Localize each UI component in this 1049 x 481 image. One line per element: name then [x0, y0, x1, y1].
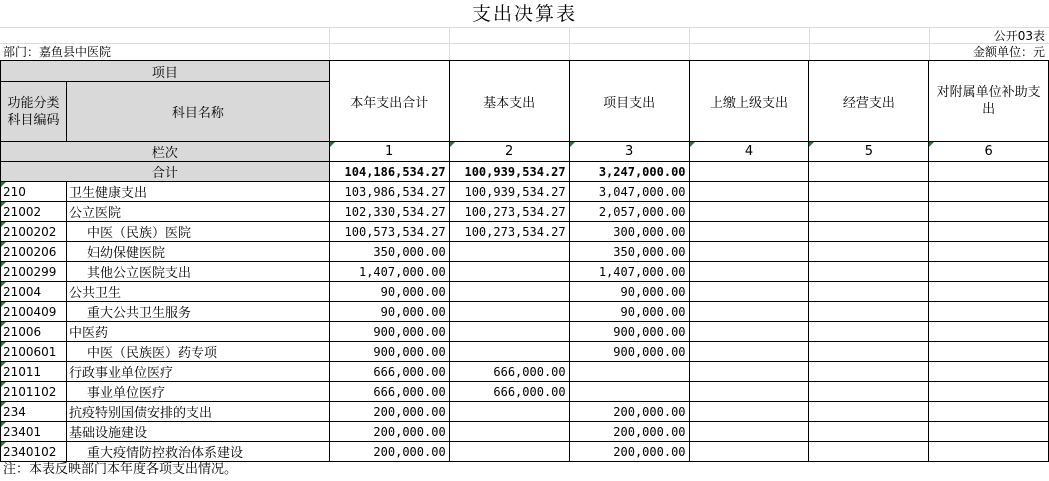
table-row — [1, 242, 1049, 262]
row-subsidy — [929, 242, 1049, 262]
seq-cell: 6 — [929, 142, 1049, 162]
sheet-gridline — [929, 28, 930, 60]
row-oper — [809, 322, 929, 342]
row-oper — [809, 422, 929, 442]
table-row — [1, 382, 1049, 402]
table-row — [1, 282, 1049, 302]
row-proj: 1,407,000.00 — [569, 262, 689, 282]
row-name: 公立医院 — [66, 202, 329, 222]
row-total: 102,330,534.27 — [329, 202, 449, 222]
row-oper — [809, 382, 929, 402]
row-basic — [449, 322, 569, 342]
row-subsidy — [929, 342, 1049, 362]
table-row — [1, 262, 1049, 282]
row-total: 90,000.00 — [329, 302, 449, 322]
department-label: 部门：嘉鱼县中医院 — [3, 45, 112, 59]
row-proj: 90,000.00 — [569, 282, 689, 302]
sum-subsidy — [929, 162, 1049, 182]
row-proj: 2,057,000.00 — [569, 202, 689, 222]
row-total: 100,573,534.27 — [329, 222, 449, 242]
sum-total: 104,186,534.27 — [329, 162, 449, 182]
row-proj: 90,000.00 — [569, 302, 689, 322]
row-proj: 300,000.00 — [569, 222, 689, 242]
table-row — [1, 342, 1049, 362]
row-total: 90,000.00 — [329, 282, 449, 302]
row-upper — [689, 382, 809, 402]
row-oper — [809, 222, 929, 242]
row-basic: 100,939,534.27 — [449, 182, 569, 202]
row-code: 2100601 — [1, 342, 67, 362]
table-row — [1, 202, 1049, 222]
row-name: 重大公共卫生服务 — [66, 302, 329, 322]
table-row — [1, 362, 1049, 382]
row-basic — [449, 282, 569, 302]
row-name: 行政事业单位医疗 — [66, 362, 329, 382]
row-total: 666,000.00 — [329, 382, 449, 402]
row-code: 2100206 — [1, 242, 67, 262]
row-proj: 200,000.00 — [569, 442, 689, 462]
row-basic — [449, 342, 569, 362]
table-row — [1, 302, 1049, 322]
table-note: 注：本表反映部门本年度各项支出情况。 — [3, 462, 238, 477]
row-oper — [809, 182, 929, 202]
header-subsidy: 对附属单位补助支出 — [929, 61, 1049, 142]
row-upper — [689, 202, 809, 222]
row-proj: 200,000.00 — [569, 402, 689, 422]
header-proj: 项目支出 — [569, 61, 689, 142]
row-upper — [689, 242, 809, 262]
row-name: 公共卫生 — [66, 282, 329, 302]
row-upper — [689, 282, 809, 302]
row-proj — [569, 382, 689, 402]
unit-label: 金额单位：元 — [972, 45, 1045, 59]
row-upper — [689, 182, 809, 202]
row-total: 900,000.00 — [329, 342, 449, 362]
row-basic: 100,273,534.27 — [449, 222, 569, 242]
seq-label: 栏次 — [1, 142, 330, 162]
row-code: 2100409 — [1, 302, 67, 322]
row-proj: 900,000.00 — [569, 342, 689, 362]
header-basic: 基本支出 — [449, 61, 569, 142]
seq-cell: 3 — [569, 142, 689, 162]
row-proj: 3,047,000.00 — [569, 182, 689, 202]
row-basic — [449, 242, 569, 262]
sheet-gridline — [809, 28, 810, 60]
sheet-gridline — [0, 43, 1049, 44]
row-name: 其他公立医院支出 — [66, 262, 329, 282]
row-basic — [449, 262, 569, 282]
row-subsidy — [929, 402, 1049, 422]
row-total: 200,000.00 — [329, 422, 449, 442]
row-upper — [689, 422, 809, 442]
row-oper — [809, 442, 929, 462]
row-proj: 350,000.00 — [569, 242, 689, 262]
row-name: 中医药 — [66, 322, 329, 342]
row-oper — [809, 202, 929, 222]
table-row — [1, 322, 1049, 342]
row-oper — [809, 282, 929, 302]
row-code: 234 — [1, 402, 67, 422]
row-oper — [809, 362, 929, 382]
row-basic — [449, 422, 569, 442]
row-basic: 666,000.00 — [449, 382, 569, 402]
row-upper — [689, 302, 809, 322]
row-oper — [809, 402, 929, 422]
row-name: 抗疫特别国债安排的支出 — [66, 402, 329, 422]
sheet-gridline — [689, 28, 690, 60]
row-code: 2101102 — [1, 382, 67, 402]
table-row — [1, 442, 1049, 462]
row-code: 23401 — [1, 422, 67, 442]
row-total: 900,000.00 — [329, 322, 449, 342]
seq-cell: 5 — [809, 142, 929, 162]
row-total: 666,000.00 — [329, 362, 449, 382]
row-code: 2100202 — [1, 222, 67, 242]
sum-proj: 3,247,000.00 — [569, 162, 689, 182]
table-row — [1, 402, 1049, 422]
row-code: 21002 — [1, 202, 67, 222]
row-name: 中医（民族）医院 — [66, 222, 329, 242]
row-upper — [689, 342, 809, 362]
row-name: 基础设施建设 — [66, 422, 329, 442]
row-basic: 100,273,534.27 — [449, 202, 569, 222]
row-proj — [569, 362, 689, 382]
row-upper — [689, 222, 809, 242]
seq-cell: 4 — [689, 142, 809, 162]
sum-oper — [809, 162, 929, 182]
row-basic — [449, 442, 569, 462]
header-project: 项目 — [1, 61, 330, 82]
row-upper — [689, 402, 809, 422]
row-basic: 666,000.00 — [449, 362, 569, 382]
row-total: 1,407,000.00 — [329, 262, 449, 282]
row-subsidy — [929, 262, 1049, 282]
row-upper — [689, 262, 809, 282]
row-basic — [449, 402, 569, 422]
row-code: 210 — [1, 182, 67, 202]
header-oper: 经营支出 — [809, 61, 929, 142]
row-name: 妇幼保健医院 — [66, 242, 329, 262]
row-oper — [809, 242, 929, 262]
table-row — [1, 222, 1049, 242]
row-name: 事业单位医疗 — [66, 382, 329, 402]
row-subsidy — [929, 202, 1049, 222]
row-total: 200,000.00 — [329, 442, 449, 462]
row-oper — [809, 262, 929, 282]
row-code: 21004 — [1, 282, 67, 302]
sum-label: 合计 — [1, 162, 330, 182]
row-subsidy — [929, 362, 1049, 382]
sheet-gridline — [449, 28, 450, 60]
row-proj: 900,000.00 — [569, 322, 689, 342]
seq-cell: 2 — [449, 142, 569, 162]
row-code: 2100299 — [1, 262, 67, 282]
row-subsidy — [929, 422, 1049, 442]
sum-basic: 100,939,534.27 — [449, 162, 569, 182]
row-name: 中医（民族医）药专项 — [66, 342, 329, 362]
row-basic — [449, 302, 569, 322]
row-upper — [689, 442, 809, 462]
header-total: 本年支出合计 — [329, 61, 449, 142]
row-upper — [689, 322, 809, 342]
row-proj: 200,000.00 — [569, 422, 689, 442]
sheet-gridline — [569, 28, 570, 60]
row-oper — [809, 302, 929, 322]
row-subsidy — [929, 442, 1049, 462]
sum-upper — [689, 162, 809, 182]
page-title: 支出决算表 — [471, 3, 577, 25]
table-row — [1, 182, 1049, 202]
row-subsidy — [929, 322, 1049, 342]
row-subsidy — [929, 182, 1049, 202]
row-subsidy — [929, 302, 1049, 322]
table-row — [1, 422, 1049, 442]
row-code: 2340102 — [1, 442, 67, 462]
row-total: 103,986,534.27 — [329, 182, 449, 202]
row-code: 21011 — [1, 362, 67, 382]
row-total: 350,000.00 — [329, 242, 449, 262]
row-subsidy — [929, 222, 1049, 242]
seq-cell: 1 — [329, 142, 449, 162]
row-name: 卫生健康支出 — [66, 182, 329, 202]
header-upper: 上缴上级支出 — [689, 61, 809, 142]
sheet-gridline — [329, 28, 330, 60]
row-oper — [809, 342, 929, 362]
expense-table — [0, 60, 1049, 462]
header-name: 科目名称 — [66, 82, 329, 142]
form-number: 公开03表 — [993, 29, 1045, 43]
header-code: 功能分类科目编码 — [1, 82, 67, 142]
row-subsidy — [929, 282, 1049, 302]
row-total: 200,000.00 — [329, 402, 449, 422]
row-subsidy — [929, 382, 1049, 402]
row-code: 21006 — [1, 322, 67, 342]
row-upper — [689, 362, 809, 382]
row-name: 重大疫情防控救治体系建设 — [66, 442, 329, 462]
